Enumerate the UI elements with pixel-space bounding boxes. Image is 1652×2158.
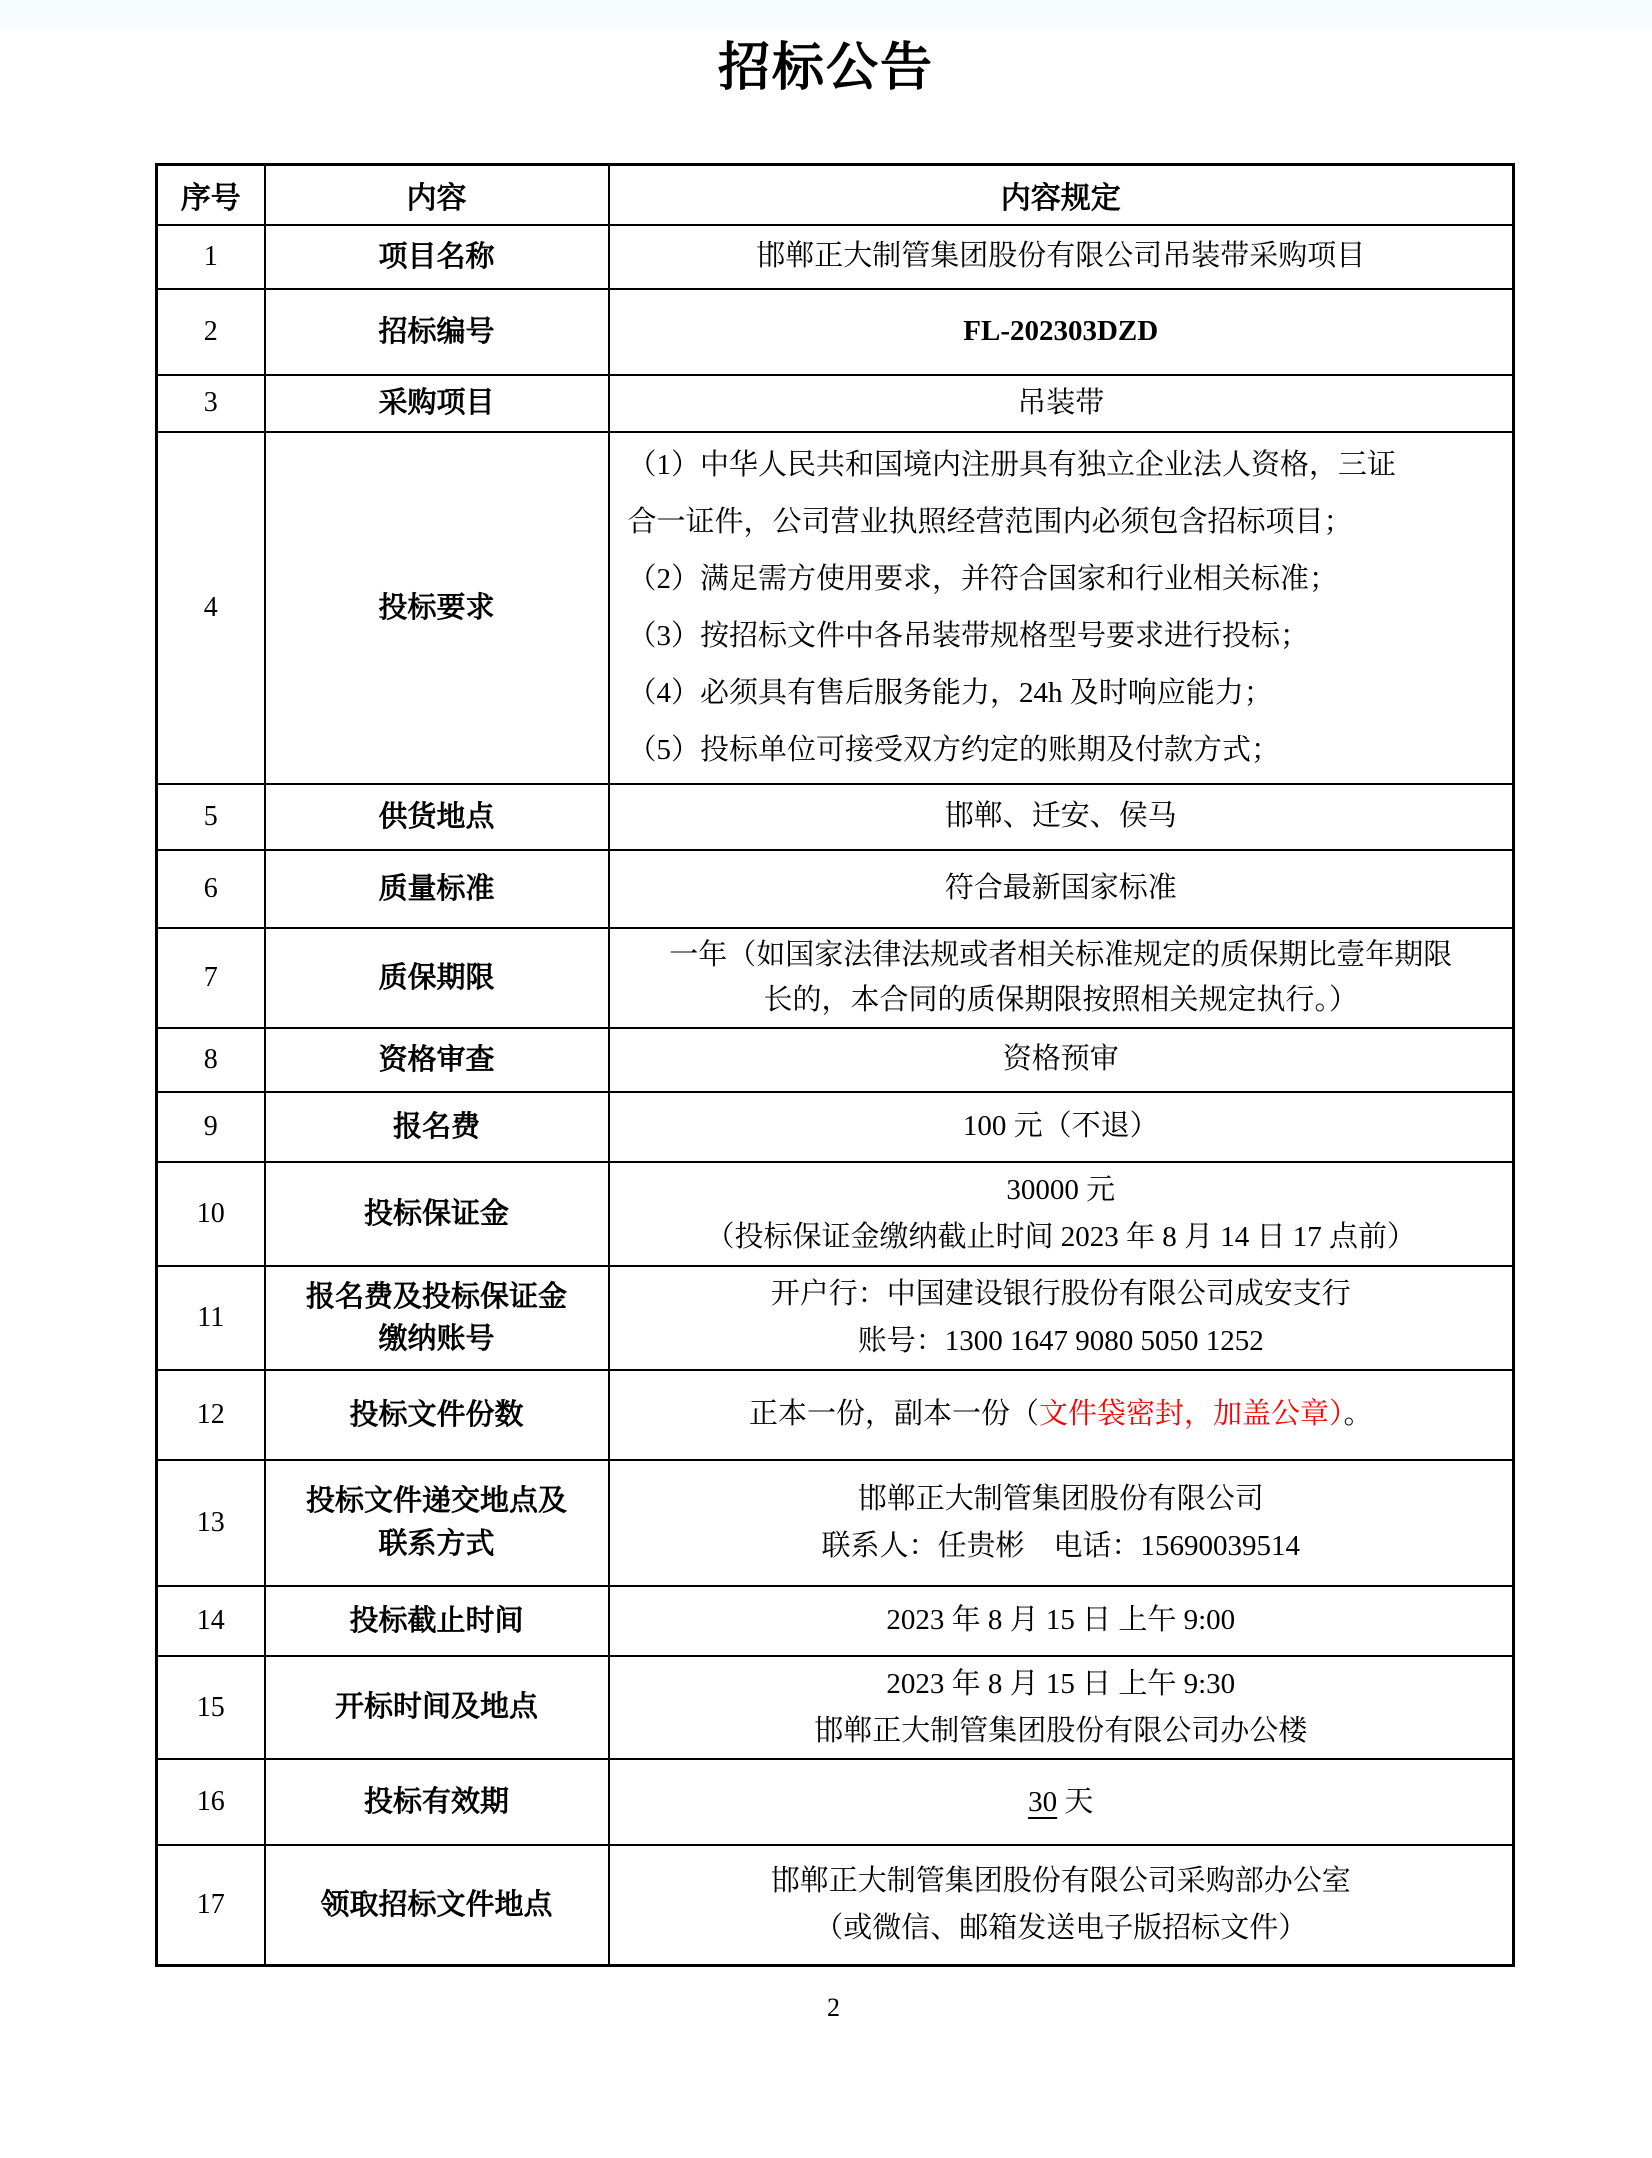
row-content-line xyxy=(628,551,1499,608)
page-number: 2 xyxy=(827,1992,840,2022)
row-label-line: 报名费 xyxy=(392,1110,480,1143)
row-content-line xyxy=(620,1858,1503,1905)
text-segment: 邯郸正大制管集团股份有限公司吊装带采购项目 xyxy=(756,240,1366,273)
row-seq-no: 8 xyxy=(157,1028,265,1092)
row-content xyxy=(609,1845,1514,1965)
row-label-line: 联系方式 xyxy=(378,1527,495,1560)
row-content xyxy=(609,1266,1514,1370)
table-row xyxy=(157,1586,1514,1656)
table-row xyxy=(157,1028,1514,1092)
table-row xyxy=(157,928,1514,1028)
row-content-line xyxy=(628,437,1499,494)
top-band xyxy=(0,0,1652,28)
page-title: 招标公告 xyxy=(717,40,934,97)
row-label-line: 投标保证金 xyxy=(363,1197,509,1230)
row-label-line: 供货地点 xyxy=(378,800,495,833)
table-row xyxy=(157,225,1514,289)
row-seq-no: 12 xyxy=(157,1370,265,1460)
row-seq-no: 2 xyxy=(157,289,265,375)
text-segment: 2023 年 8 月 15 日 上午 9:30 xyxy=(886,1667,1236,1700)
table-row xyxy=(157,1162,1514,1266)
text-segment: 30 xyxy=(1028,1785,1058,1818)
row-seq-no: 14 xyxy=(157,1586,265,1656)
table-row xyxy=(157,1370,1514,1460)
text-segment: 邯郸正大制管集团股份有限公司 xyxy=(857,1482,1264,1515)
row-content xyxy=(609,432,1514,784)
row-content-line xyxy=(620,1167,1503,1214)
row-label xyxy=(265,850,609,928)
row-label xyxy=(265,289,609,375)
row-label xyxy=(265,1028,609,1092)
row-content xyxy=(609,289,1514,375)
text-segment: （5）投标单位可接受双方约定的账期及付款方式； xyxy=(627,733,1281,766)
row-seq-no: 15 xyxy=(157,1656,265,1760)
row-content-line xyxy=(628,494,1499,551)
header-content-spec: 内容规定 xyxy=(609,165,1514,225)
row-label xyxy=(265,1656,609,1760)
table-row xyxy=(157,289,1514,375)
text-segment: 邯郸正大制管集团股份有限公司采购部办公室 xyxy=(770,1865,1351,1898)
table-row xyxy=(157,1092,1514,1162)
red-text-segment: 文件袋密封，加盖公章） xyxy=(1038,1398,1344,1431)
row-content xyxy=(609,1759,1514,1845)
row-content-line xyxy=(620,380,1503,427)
text-segment: （投标保证金缴纳截止时间 2023 年 8 月 14 日 17 点前） xyxy=(705,1220,1416,1253)
row-label xyxy=(265,1092,609,1162)
row-label-line: 质保期限 xyxy=(378,961,495,994)
row-label xyxy=(265,1586,609,1656)
row-content-line xyxy=(620,1476,1503,1523)
text-segment: 天 xyxy=(1057,1785,1094,1818)
row-label-line: 质量标准 xyxy=(378,872,495,905)
row-content-line xyxy=(620,1661,1503,1708)
row-label xyxy=(265,1845,609,1965)
text-segment: （4）必须具有售后服务能力，24h 及时响应能力； xyxy=(627,676,1273,709)
row-content-line xyxy=(628,608,1499,665)
row-content-line xyxy=(624,978,1499,1023)
table-row xyxy=(157,375,1514,432)
text-segment: 一年（如国家法律法规或者相关标准规定的质保期比壹年期限 xyxy=(669,938,1453,971)
row-label-line: 资格审查 xyxy=(378,1043,495,1076)
text-segment: 邯郸、迁安、侯马 xyxy=(944,800,1177,833)
row-content-line xyxy=(620,1905,1503,1952)
row-content xyxy=(609,375,1514,432)
row-content-line xyxy=(620,1779,1503,1826)
row-content-line xyxy=(620,1318,1503,1365)
row-label-line: 领取招标文件地点 xyxy=(320,1889,553,1922)
table-row xyxy=(157,850,1514,928)
row-content-line xyxy=(620,1214,1503,1261)
table-row xyxy=(157,784,1514,850)
row-label-line: 投标截止时间 xyxy=(349,1604,524,1637)
text-segment: 长的，本合同的质保期限按照相关规定执行。） xyxy=(763,983,1358,1016)
row-content-line xyxy=(620,1708,1503,1755)
table-row xyxy=(157,432,1514,784)
row-label xyxy=(265,1162,609,1266)
table-header-row xyxy=(157,165,1514,225)
text-segment: 邯郸正大制管集团股份有限公司办公楼 xyxy=(814,1714,1308,1747)
row-content-line xyxy=(620,1523,1503,1570)
row-content-line xyxy=(620,308,1503,355)
row-label xyxy=(265,1759,609,1845)
row-content-line xyxy=(620,1103,1503,1150)
row-label xyxy=(265,784,609,850)
tender-announcement-table xyxy=(155,163,1515,1967)
row-label xyxy=(265,375,609,432)
text-segment: （3）按招标文件中各吊装带规格型号要求进行投标； xyxy=(627,619,1310,652)
text-segment: FL-202303DZD xyxy=(963,315,1159,348)
text-segment: 开户行：中国建设银行股份有限公司成安支行 xyxy=(770,1277,1351,1310)
row-label xyxy=(265,225,609,289)
header-content: 内容 xyxy=(265,165,609,225)
table-row xyxy=(157,1759,1514,1845)
text-segment: （2）满足需方使用要求，并符合国家和行业相关标准； xyxy=(627,562,1339,595)
table-row xyxy=(157,1266,1514,1370)
row-content xyxy=(609,225,1514,289)
row-content-line xyxy=(624,933,1499,978)
row-content xyxy=(609,928,1514,1028)
row-content-line xyxy=(620,1036,1503,1083)
table-row xyxy=(157,1656,1514,1760)
text-segment: 正本一份，副本一份（ xyxy=(748,1398,1039,1431)
row-content xyxy=(609,1460,1514,1586)
table-row xyxy=(157,1845,1514,1965)
row-seq-no: 7 xyxy=(157,928,265,1028)
row-seq-no: 9 xyxy=(157,1092,265,1162)
row-label-line: 投标文件份数 xyxy=(349,1398,524,1431)
row-label-line: 采购项目 xyxy=(378,387,495,420)
row-label-line: 投标文件递交地点及 xyxy=(305,1485,567,1518)
row-label-line: 投标有效期 xyxy=(363,1786,509,1819)
row-content xyxy=(609,1162,1514,1266)
row-content-line xyxy=(620,1271,1503,1318)
row-label-line: 缴纳账号 xyxy=(378,1322,495,1355)
row-content xyxy=(609,1092,1514,1162)
row-seq-no: 10 xyxy=(157,1162,265,1266)
text-segment: 合一证件，公司营业执照经营范围内必须包含招标项目； xyxy=(627,505,1353,538)
text-segment: 吊装带 xyxy=(1017,386,1105,419)
row-content xyxy=(609,1586,1514,1656)
table-row xyxy=(157,1460,1514,1586)
row-seq-no: 16 xyxy=(157,1759,265,1845)
row-label xyxy=(265,1266,609,1370)
row-seq-no: 17 xyxy=(157,1845,265,1965)
text-segment: 联系人：任贵彬 电话：15690039514 xyxy=(821,1529,1300,1562)
text-segment: 100 元（不退） xyxy=(962,1110,1159,1143)
text-segment: 。 xyxy=(1343,1398,1373,1431)
row-seq-no: 5 xyxy=(157,784,265,850)
row-seq-no: 3 xyxy=(157,375,265,432)
row-seq-no: 1 xyxy=(157,225,265,289)
row-seq-no: 13 xyxy=(157,1460,265,1586)
row-label-line: 招标编号 xyxy=(378,315,495,348)
row-label xyxy=(265,928,609,1028)
table-body xyxy=(157,225,1514,1966)
text-segment: 符合最新国家标准 xyxy=(944,872,1177,905)
row-seq-no: 4 xyxy=(157,432,265,784)
row-seq-no: 6 xyxy=(157,850,265,928)
row-content xyxy=(609,1370,1514,1460)
row-content xyxy=(609,1028,1514,1092)
row-label xyxy=(265,432,609,784)
text-segment: 账号：1300 1647 9080 5050 1252 xyxy=(857,1324,1264,1357)
row-content xyxy=(609,784,1514,850)
row-label-line: 投标要求 xyxy=(378,591,495,624)
row-content-line xyxy=(620,793,1503,840)
row-content-line xyxy=(628,665,1499,722)
text-segment: （1）中华人民共和国境内注册具有独立企业法人资格，三证 xyxy=(627,448,1397,481)
text-segment: 2023 年 8 月 15 日 上午 9:00 xyxy=(886,1604,1236,1637)
row-content-line xyxy=(620,1597,1503,1644)
row-seq-no: 11 xyxy=(157,1266,265,1370)
row-content xyxy=(609,1656,1514,1760)
row-content-line xyxy=(620,1391,1503,1438)
row-label-line: 开标时间及地点 xyxy=(334,1691,538,1724)
row-label xyxy=(265,1370,609,1460)
row-label-line: 报名费及投标保证金 xyxy=(305,1280,567,1313)
header-seq-no: 序号 xyxy=(157,165,265,225)
text-segment: 30000 元 xyxy=(1006,1173,1116,1206)
row-label-line: 项目名称 xyxy=(378,240,495,273)
row-content xyxy=(609,850,1514,928)
row-content-line xyxy=(628,722,1499,779)
row-content-line xyxy=(620,865,1503,912)
text-segment: （或微信、邮箱发送电子版招标文件） xyxy=(814,1912,1308,1945)
row-content-line xyxy=(620,233,1503,280)
text-segment: 资格预审 xyxy=(1002,1043,1119,1076)
row-label xyxy=(265,1460,609,1586)
